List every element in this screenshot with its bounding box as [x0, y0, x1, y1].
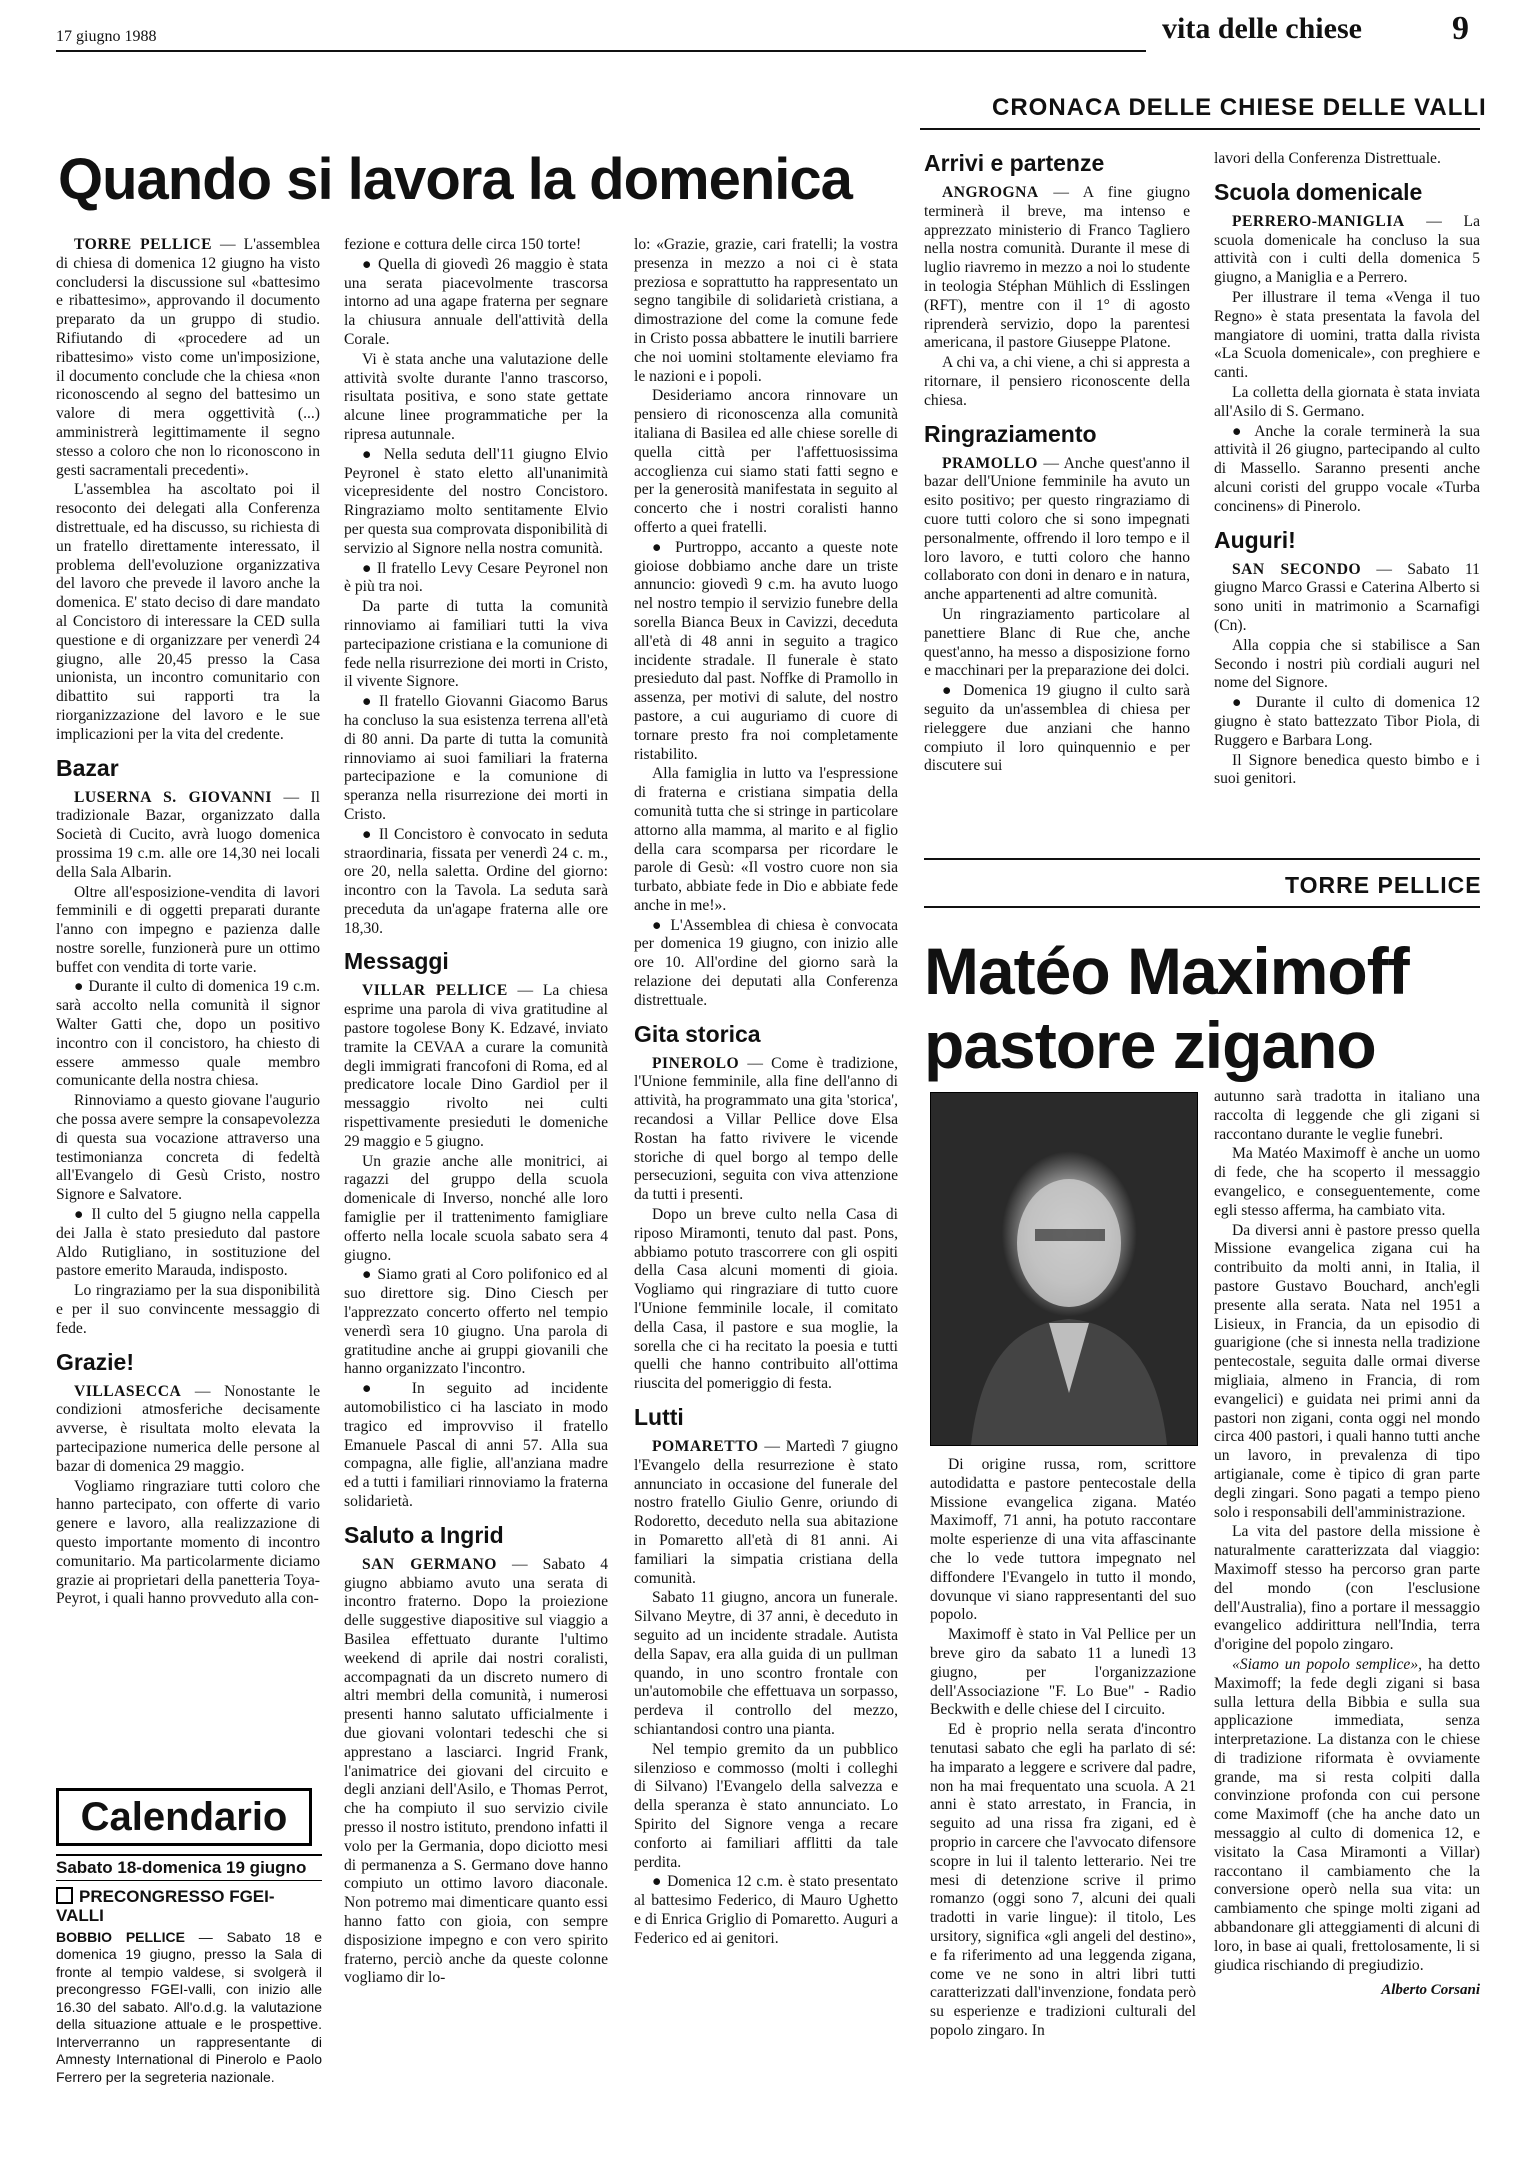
author-byline: Alberto Corsani	[1381, 1982, 1480, 1999]
article-text: ● Durante il culto di domenica 19 c.m. sarà accolto nella comunità il signor Walter Gatti che, dopo un positivo incontro con il concistoro, ha chiesto di essere ammesso quale membro comunicante della nostra chiesa.	[56, 978, 320, 1090]
article-text: autunno sarà tradotta in italiano una raccolta di leggende che gli zigani si raccontano durante le veglie funebri.	[1214, 1088, 1480, 1143]
article-text: Da parte di tutta la comunità rinnoviamo ai familiari tutti la viva partecipazione cristiana e la comunione di fede nella risurrezione dei morti in Cristo, il vivente Signore.	[344, 598, 608, 691]
article-text: La vita del pastore della missione è naturalmente caratterizzata dal viaggio: Maximoff stesso ha percorso gran parte del mondo (con l'esclusione dell'Australia), fino a portare il messaggio evangelico addirittura nell'India, terra d'origine del popolo zingaro.	[1214, 1523, 1480, 1654]
article-text: Dopo un breve culto nella Casa di riposo Miramonti, tenuto dal past. Pons, abbiamo potuto trascorrere con gli ospiti della Casa alcuni momenti di gioia. Vogliamo qui ringraziare di tutto cuore l'Unione femminile locale, il comitato della Casa, il pastore e sua moglie, la sorella che ci ha recitato la poesia e tutti quelli che hanno contribuito all'ottima riuscita del pomeriggio di festa.	[634, 1206, 898, 1393]
article-text: Rinnoviamo a questo giovane l'augurio che possa avere sempre la consapevolezza di questa sua vocazione attraverso una testimonianza concreta di fedeltà all'Evangelo di Gesù Cristo, nostro Signore e Salvatore.	[56, 1092, 320, 1204]
article-headline	[924, 934, 1480, 1082]
article-text: — L'assemblea di chiesa di domenica 12 giugno ha visto concludersi la discussione sul «battesimo e ribattesimo», approvando il documento preparato da un gruppo di studio. Rifiutando di «procedere ad un ribattesimo» visto come un'imposizione, il documento conclude che la chiesa «non riconoscendo al segno del battesimo un valore di mera oggettività (...) amministrerà legittimamente il segno stesso a coloro che non lo riconoscono in gesti sacramentali precedenti».	[56, 236, 320, 479]
article-text: ● Anche la corale terminerà la sua attività il 26 giugno, partecipando al culto di Massello. Saranno presenti anche alcuni coristi del gruppo vocale «Turba concinens» di Pinerolo.	[1214, 422, 1480, 515]
article-text: — Anche quest'anno il bazar dell'Unione femminile ha avuto un esito positivo; per questo ringraziamo di cuore tutti coloro che si sono impegnati personalmente, offrendo il loro tempo e il loro lavoro, e tutti coloro che hanno collaborato con doni in denaro e in natura, anche appartenenti ad altre comunità.	[924, 454, 1190, 604]
article-text: Di origine russa, rom, scrittore autodidatta e pastore pentecostale della Missione evangelica zigana. Matéo Maximoff, 71 anni, ha potuto raccontare molte esperienze di una vita affascinante che lo vede tuttora impegnato nel diffondere l'Evangelo in tutto il mondo, dovunque vi siano rappresentanti del suo popolo.	[930, 1456, 1196, 1624]
article-text: ● Quella di giovedì 26 maggio è stata una serata piacevolmente trascorsa intorno ad una agape fraterna per segnare la chiusura annuale dell'attività della Corale.	[344, 255, 608, 348]
calendar-text	[56, 1929, 322, 2087]
calendar-event-title: PRECONGRESSO FGEI-VALLI	[56, 1886, 275, 1925]
header-rule	[56, 50, 1146, 52]
article-text: ha detto Maximoff; la fede degli zigani si basa sulla lettura della Bibbia e sulla sua applicazione immediata, senza interpretazione. La distanza con le chiese di tradizione riformata è ovviamente grande, ma si resta colpiti dalla convinzione profonda con cui persone come Maximoff (che ha anche dato un messaggio al culto di domenica 12, e visitato la Casa Miramonti a Villar) raccontano il cambiamento che la conversione operò nella sua vita: un cambiamento che spinge molti zigani ad abbandonare gli atteggiamenti di alcuni di loro, in base ai quali, frettolosamente, li si giudica rischiando di pregiudizio.	[1214, 1655, 1481, 1974]
person-icon	[931, 1093, 1197, 1445]
section-heading: Bazar	[56, 754, 119, 781]
quote-text: «Siamo un popolo semplice»,	[1232, 1655, 1423, 1673]
article-text: — Nonostante le condizioni atmosferiche decisamente avverse, è risultata molto elevata la partecipazione numerica delle persone al bazar di domenica 29 maggio.	[56, 1382, 320, 1475]
article-text: Desideriamo ancora rinnovare un pensiero di riconoscenza alla comunità italiana di Basilea ed alle chiese sorelle di quella città per l'affettuosissima accoglienza cui siamo stati fatti segno e per la generosità manifestata in seguito al concerto che i nostri coralisti hanno offerto a quei fratelli.	[634, 387, 898, 536]
article-text: Alla famiglia in lutto va l'espressione di fraterna e cristiana simpatia della comunità tutta che si stringe in particolare attorno alla mamma, al marito e al figlio della cara scomparsa per ricordare le parole di Gesù: «Il vostro cuore non sia turbato, abbiate fede in Dio e abbiate fede anche in me!».	[634, 765, 898, 914]
column-3	[634, 236, 898, 1950]
article-text: A chi va, a chi viene, a chi si appresta a ritornare, il pensiero riconoscente della chiesa.	[924, 354, 1190, 409]
dateline: PINEROLO	[652, 1054, 740, 1072]
article-text: Ma Matéo Maximoff è anche un uomo di fede, che ha scoperto il messaggio evangelico, e conseguentemente, come egli stesso afferma, ha cambiato vita.	[1214, 1145, 1480, 1219]
section-heading: Gita storica	[634, 1020, 761, 1047]
article-text: Maximoff è stato in Val Pellice per un breve giro da sabato 11 a lunedì 13 giugno, per l'organizzazione dell'Associazione "F. Lo Bue" - Radio Beckwith e delle chiese del I circuito.	[930, 1626, 1196, 1719]
headline-line-1: Matéo Maximoff	[924, 934, 1409, 1008]
calendar-place: BOBBIO PELLICE	[56, 1928, 185, 1945]
section-kicker: CRONACA DELLE CHIESE DELLE VALLI	[992, 94, 1487, 121]
section-heading: Messaggi	[344, 948, 449, 975]
article-text: Lo ringraziamo per la sua disponibilità e per il suo convincente messaggio di fede.	[56, 1282, 320, 1337]
kicker-rule	[920, 128, 1480, 130]
column-1	[56, 236, 320, 1610]
article-text: — A fine giugno terminerà il breve, ma intenso e apprezzato ministerio di Franco Tagliero nella nostra comunità. Durante il mese di luglio riavremo in mezzo a noi lo studente in teologia Stéphan Mühlich di Esslingen (RFT), mentre con il 1° di agosto riprenderà servizio, dopo la parentesi americana, il pastore Giuseppe Platone.	[924, 184, 1190, 352]
article-text: ● Il culto del 5 giugno nella cappella dei Jalla è stato presieduto dal pastore Aldo Rutigliano, in sostituzione del pastore emerito Marauda, indisposto.	[56, 1206, 320, 1280]
article-text: ● Siamo grati al Coro polifonico ed al suo direttore sig. Dino Ciesch per l'apprezzato concerto offerto nel tempio venerdì sera 10 giugno. Una parola di gratitudine anche ai gruppi giovanili che hanno organizzato l'incontro.	[344, 1266, 608, 1378]
article-text: — Il tradizionale Bazar, organizzato dalla Società di Cucito, avrà luogo domenica prossima 19 c.m. alle ore 14,30 nei locali della Sala Albarin.	[56, 788, 320, 881]
column-2	[344, 236, 608, 1989]
article-text: Nel tempio gremito da un pubblico silenzioso e commosso (molti i colleghi di Silvano) l'Evangelo della salvezza e della speranza è stato annunciato. Lo Spirito del Signore venga a recare conforto ai familiari afflitti da tale perdita.	[634, 1740, 898, 1871]
article-kicker: TORRE PELLICE	[1285, 872, 1482, 898]
article-text: ● Nella seduta dell'11 giugno Elvio Peyronel è stato eletto all'unanimità vicepresidente del nostro Concistoro. Ringraziamo molto sentitamente Elvio per questa sua comprovata disponibilità di servizio al Signore nella nostra comunità.	[344, 445, 608, 557]
article-text: fezione e cottura delle circa 150 torte!	[344, 236, 582, 253]
article-text: — La scuola domenicale ha concluso la sua attività con i culti della domenica 5 giugno, a Maniglia e a Perrero.	[1214, 212, 1480, 287]
article-column-b	[1214, 1088, 1480, 2000]
issue-date: 17 giugno 1988	[56, 28, 157, 45]
dateline: LUSERNA S. GIOVANNI	[74, 788, 273, 806]
calendar-date: Sabato 18-domenica 19 giugno	[56, 1854, 322, 1881]
article-text: — Sabato 11 giugno Marco Grassi e Caterina Alberto si sono uniti in matrimonio a Scarnafigi (Cn).	[1214, 560, 1480, 634]
dateline: TORRE PELLICE	[74, 236, 213, 253]
headline-line-2: pastore zigano	[924, 1008, 1376, 1082]
article-text: — La chiesa esprime una parola di viva gratitudine al pastore togolese Bony K. Edzavé, inviato tramite la CEVAA a curare la comunità degli immigrati francofoni di Roma, ed al predicatore locale Dino Gardiol per il messaggio rivolto nei culti rispettivamente presieduti le domeniche 29 maggio e 5 giugno.	[344, 982, 608, 1150]
article-text: Vogliamo ringraziare tutti coloro che hanno partecipato, con offerte di vario genere e lavoro, alla realizzazione di questo importante momento di incontro comunitario. Ma particolarmente diciamo grazie ai proprietari della panetteria Toya-Peyrot, i quali hanno provveduto alla con-	[56, 1477, 320, 1608]
article-text: — Martedì 7 giugno l'Evangelo della resurrezione è stato annunciato in occasione del funerale del nostro fratello Giulio Genre, oriundo di Rodoretto, deceduto nella sua abitazione in Pomaretto all'età di 81 anni. Ai familiari la simpatia cristiana della comunità.	[634, 1438, 898, 1587]
article-text: ● Purtroppo, accanto a queste note gioiose dobbiamo anche dare un triste annuncio: giovedì 9 c.m. ha avuto luogo nel nostro tempio il servizio funebre della sorella Bianca Beux in Cavizzi, deceduta all'età di 48 anni in seguito a tragico incidente stradale. Il funerale è stato presieduto dal past. Noffke di Pramollo in assenza, per motivi di salute, del nostro pastore, a cui auguriamo di cuore di tornare presto fra noi completamente ristabilito.	[634, 538, 898, 763]
article-kicker-rule	[924, 906, 1480, 908]
article-text: ● L'Assemblea di chiesa è convocata per domenica 19 giugno, con inizio alle ore 10. All'ordine del giorno sarà la relazione dei deputati alla Conferenza distrettuale.	[634, 916, 898, 1009]
section-heading: Ringraziamento	[924, 420, 1097, 447]
dateline: ANGROGNA	[942, 184, 1039, 201]
article-text: ● Durante il culto di domenica 12 giugno è stato battezzato Tibor Piola, di Ruggero e Barbara Long.	[1214, 694, 1480, 749]
article-text: lo: «Grazie, grazie, cari fratelli; la vostra presenza in mezzo a noi ci è stata preziosa e soprattutto ha rappresentato un segno tangibile di solidarietà cristiana, a dimostrazione del come la comune fede in Cristo possa abbattere le inutili barriere che noi uomini stoltamente eleviamo fra le nazioni e i popoli.	[634, 236, 898, 385]
dateline: PRAMOLLO	[942, 454, 1038, 472]
article-text: ● Domenica 12 c.m. è stato presentato al battesimo Federico, di Mauro Ughetto e di Enrica Griglio di Pomaretto. Auguri a Federico ed ai genitori.	[634, 1873, 898, 1947]
dateline: SAN GERMANO	[362, 1555, 497, 1573]
article-text: ● Il fratello Giovanni Giacomo Barus ha concluso la sua esistenza terrena all'età di 80 anni. Da parte di tutta la comunità rinnoviamo ai suoi familiari la fraterna partecipazione e la comunione di speranza nella risurrezione dei morti in Cristo.	[344, 693, 608, 823]
article-text: Per illustrare il tema «Venga il tuo Regno» è stata presentata la favola del mangiatore di uomini, tratta dalla rivista «La Scuola domenicale», con preghiere e canti.	[1214, 288, 1480, 382]
article-text: — Come è tradizione, l'Unione femminile, alla fine dell'anno di attività, ha programmato una gita 'storica', recandosi a Villar Pellice dove Elsa Rostan ha fatto rivivere le vicende storiche di quel borgo al tempo delle persecuzioni, seguita con viva attenzione da tutti i presenti.	[634, 1054, 898, 1204]
section-heading: Lutti	[634, 1404, 684, 1431]
article-text: La colletta della giornata è stata inviata all'Asilo di S. Germano.	[1214, 383, 1480, 420]
calendar-event	[56, 1887, 322, 1925]
article-column-a	[930, 1456, 1196, 2042]
article-text: Da diversi anni è pastore presso quella Missione evangelica zigana cui ha contribuito da molti anni, in Italia, il pastore Gustavo Bouchard, anch'egli presente alla serata. Nata nel 1951 a Lisieux, in Francia, da un episodio di guarigione (che si innesta nella tradizione pentecostale, seguita dalle ormai diverse migliaia, almeno in Francia, di rom evangelici) e guidata nei primi anni da pastori non zigani, conta oggi nel mondo circa 400 pastori, i quali hanno tutti anche un lavoro, in prevalenza di tipo artigianale, come è tipico di gran parte degli zingari. Sono pagati a tempo pieno solo i responsabili dell'amministrazione.	[1214, 1221, 1480, 1521]
article-text: ● In seguito ad incidente automobilistico ci ha lasciato in modo tragico ed improvviso il fratello Emanuele Pascal di anni 57. Alla sua compagna, alle figlie, all'anziana madre ed a tutti i familiari rinnoviamo la fraterna solidarietà.	[344, 1380, 608, 1510]
column-5	[1214, 150, 1480, 790]
section-heading: Auguri!	[1214, 526, 1296, 553]
dateline: SAN SECONDO	[1232, 560, 1362, 578]
article-text: Un grazie anche alle monitrici, ai ragazzi del gruppo della scuola domenicale di Inverso, nonché alle loro famiglie per il trattenimento famigliare offerto nella locale scuola sabato sera 4 giugno.	[344, 1152, 608, 1264]
article-text: L'assemblea ha ascoltato poi il resoconto dei delegati alla Conferenza distrettuale, ed ha discusso, su richiesta di un fratello direttamente interessato, il problema dell'evoluzione organizzativa del lavoro che prevede il lavoro anche la domenica. E' stato deciso di dare mandato al Concistoro di interessare la CED sulla questione e di organizzare per venerdì 24 giugno, alle 20,45 presso la Casa unionista, un incontro comunitario con dibattito sui rapporti tra la riorganizzazione del lavoro e le sue implicazioni per la vita del credente.	[56, 481, 320, 743]
dateline: VILLAR PELLICE	[362, 982, 508, 1000]
article-text: lavori della Conferenza Distrettuale.	[1214, 150, 1441, 167]
article-text: Oltre all'esposizione-vendita di lavori femminili e di oggetti preparati durante l'anno con impegno e pazienza dalle nostre sorelle, funzionerà pure un ottimo buffet con vendita di torte varie.	[56, 883, 320, 976]
article-text: — Sabato 4 giugno abbiamo avuto una serata di incontro fraterno. Dopo la proiezione delle suggestive diapositive sul viaggio a Basilea effettuato durante l'ultimo weekend di aprile dai nostri coralisti, accompagnati da un discreto numero di altri membri della comunità, i numerosi presenti hanno salutato ufficialmente i due giovani volontari tedeschi che si apprestano a lasciarci. Ingrid Frank, l'animatrice dei giovani del circuito e degli anziani dell'Asilo, e Thomas Perrot, che ha compiuto il suo servizio civile presso il nostro istituto, prendono infatti il volo per la Germania, dopo diciotto mesi di permanenza a S. Germano dove hanno compiuto un ottimo lavoro diaconale. Non potremo mai dimenticare quanto essi hanno fatto con gioia, con sempre disposizione impegno e con vero spirito fraterno, perciò anche da queste colonne vogliamo dir lo-	[344, 1555, 608, 1987]
article-text: Vi è stata anche una valutazione delle attività svolte durante l'anno trascorso, risultata positiva, e sono state gettate alcune linee programmatiche per la ripresa autunnale.	[344, 350, 608, 443]
article-text: Alla coppia che si stabilisce a San Secondo i nostri più cordiali auguri nel nome del Signore.	[1214, 636, 1480, 692]
section-heading: Grazie!	[56, 1348, 134, 1375]
calendar-box-title: Calendario	[56, 1788, 312, 1846]
article-text: Il Signore benedica questo bimbo e i suoi genitori.	[1214, 751, 1480, 788]
headline: Quando si lavora la domenica	[58, 147, 852, 212]
article-text: ● Il Concistoro è convocato in seduta straordinaria, fissata per venerdì 24 c. m., ore 20, nella saletta. Ordine del giorno: incontro con la Tavola. La seduta sarà preceduta da un'agape fraterna alle ore 18,30.	[344, 825, 608, 937]
section-heading: Scuola domenicale	[1214, 178, 1423, 205]
section-name: vita delle chiese	[1162, 12, 1362, 45]
dateline: PERRERO-MANIGLIA	[1232, 212, 1405, 230]
article-text: Un ringraziamento particolare al panettiere Blanc di Rue che, anche quest'anno, ha messo a disposizione forno e macchinari per la preparazione dei dolci.	[924, 605, 1190, 680]
section-heading: Saluto a Ingrid	[344, 1521, 504, 1548]
page-number: 9	[1452, 10, 1469, 47]
calendar	[56, 1854, 322, 2086]
checkbox-icon	[56, 1887, 73, 1904]
article-text: Ed è proprio nella serata d'incontro tenutasi sabato che egli ha parlato di sé: ha imparato a leggere e scrivere dal padre, non ha mai frequentato una scuola. A 21 anni è stato arrestato, in Francia, in seguito ad una rissa fra zigani, ed è proprio in carcere che l'avvocato difensore scopre in lui il talento letterario. Nei tre mesi di detenzione scrive il primo romanzo (oggi sono 7, alcuni dei quali tradotti in varie lingue): il titolo, Les ursitory, significa «gli angeli del destino», e fa riferimento ad una leggenda zigana, come ve ne sono in altri libri tutti caratterizzati dall'invenzione, fondata però su esperienze e tradizioni culturali del popolo zingaro. In	[930, 1721, 1196, 2039]
calendar-body: — Sabato 18 e domenica 19 giugno, presso la Sala di fronte al tempio valdese, si svolgerà il precongresso FGEI-valli, con inizio alle 16.30 del sabato. All'o.d.g. la valutazione della situazione attuale e le prospettive. Interverranno un rappresentante di Amnesty International di Pinerolo e Paolo Ferrero per la segreteria nazionale.	[56, 1928, 322, 2085]
column-4	[924, 150, 1190, 777]
article-text: ● Il fratello Levy Cesare Peyronel non è più tra noi.	[344, 559, 608, 596]
dateline: VILLASECCA	[74, 1382, 182, 1400]
article-top-rule	[924, 858, 1480, 860]
portrait-photo	[930, 1092, 1198, 1446]
dateline: POMARETTO	[652, 1438, 759, 1456]
section-heading: Arrivi e partenze	[924, 150, 1105, 176]
article-text: ● Domenica 19 giugno il culto sarà seguito da un'assemblea di chiesa per rieleggere due anziani che hanno compiuto il loro quinquennio e per discutere sui	[924, 682, 1190, 775]
article-text: Sabato 11 giugno, ancora un funerale. Silvano Meytre, di 37 anni, è deceduto in seguito ad un incidente stradale. Autista della Sapav, era alla guida di un pullman quando, in uno scontro frontale con un'automobile che effettuava un sorpasso, perdeva il controllo del mezzo, schiantandosi contro una pianta.	[634, 1589, 898, 1738]
